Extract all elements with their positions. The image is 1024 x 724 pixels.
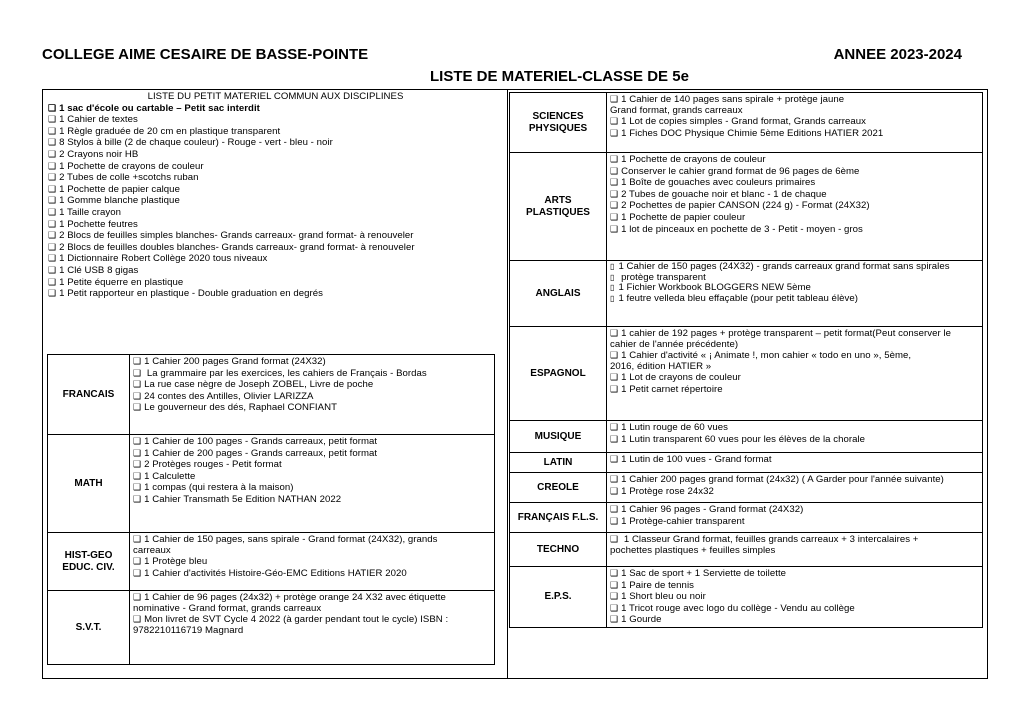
common-supply-item: ❑ 1 Cahier de textes — [48, 114, 503, 126]
subject-name-line: EDUC. CIV. — [62, 561, 115, 573]
subject-items — [607, 261, 983, 327]
subject-item: ❑ 1 Cahier 200 pages Grand format (24X32) — [133, 356, 491, 368]
subject-name-line: MUSIQUE — [534, 430, 582, 442]
subject-item: ❑ 1 lot de pinceaux en pochette de 3 - Petit - moyen - gros — [610, 224, 979, 236]
subject-item: ❑ Le gouverneur des dés, Raphael CONFIANT — [133, 402, 491, 414]
subject-name-line: E.P.S. — [544, 590, 572, 602]
subject-item: ❑ 1 Cahier 200 pages grand format (24x32) ( A Garder pour l'année suivante) — [610, 474, 979, 486]
subject-name-line: ARTS — [544, 194, 572, 206]
subject-name — [510, 567, 607, 628]
subject-item: ❑ 1 Lot de crayons de couleur — [610, 372, 979, 384]
subject-name-line: PLASTIQUES — [526, 206, 590, 218]
subject-item: 9782210116719 Magnard — [133, 624, 244, 636]
common-supply-item: ❑ 8 Stylos à bille (2 de chaque couleur) - Rouge - vert - bleu - noir — [48, 137, 503, 149]
subject-name — [510, 421, 607, 453]
subject-item: ❑ La rue case nègre de Joseph ZOBEL, Livre de poche — [133, 379, 491, 391]
subject-item: ❑ 1 Fiches DOC Physique Chimie 5ème Editions HATIER 2021 — [610, 128, 979, 140]
subject-row — [510, 261, 983, 327]
subject-name-line: HIST-GEO — [64, 549, 113, 561]
subject-items — [130, 355, 495, 435]
common-supply-item: ❑ 1 Taille crayon — [48, 207, 503, 219]
common-supply-item: ❑ 1 Pochette feutres — [48, 219, 503, 231]
subject-items — [607, 503, 983, 533]
subject-item: ❑ 1 Cahier 96 pages - Grand format (24X32) — [610, 504, 979, 516]
subject-name-line: CREOLE — [537, 481, 579, 493]
subject-item: ❑ 1 Cahier de 140 pages sans spirale + protège jaune — [610, 94, 979, 106]
subject-items — [607, 533, 983, 567]
subject-item: ❑ La grammaire par les exercices, les cahiers de Français - Bordas — [133, 368, 491, 380]
subject-item: ❑ 1 Paire de tennis — [610, 580, 979, 592]
subject-item: ❑ 1 Boîte de gouaches avec couleurs primaires — [610, 177, 979, 189]
common-supply-item: ❑ 1 Dictionnaire Robert Collège 2020 tous niveaux — [48, 253, 503, 265]
subject-name — [48, 533, 130, 591]
subject-item: ❑ 1 Short bleu ou noir — [610, 591, 979, 603]
subject-item: nominative - Grand format, grands carreaux — [133, 602, 322, 614]
subject-row — [510, 503, 983, 533]
subject-name-line: PHYSIQUES — [528, 122, 588, 134]
subject-item: ▯ protège transparent — [610, 273, 979, 284]
subject-item: cahier de l'année précédente) — [610, 338, 739, 350]
subject-item: ❑ 24 contes des Antilles, Olivier LARIZZA — [133, 391, 491, 403]
subject-item: ❑ 1 Cahier de 100 pages - Grands carreaux, petit format — [133, 436, 491, 448]
column-divider — [507, 89, 508, 679]
common-supply-item: ❑ 2 Blocs de feuilles doubles blanches- Grands carreaux- grand format- à renouveler — [48, 242, 503, 254]
subject-name — [48, 435, 130, 533]
subject-item: ❑ 1 Gourde — [610, 614, 979, 626]
subject-items — [607, 93, 983, 153]
subject-row — [510, 453, 983, 473]
subject-item: ❑ 1 Lutin transparent 60 vues pour les élèves de la chorale — [610, 434, 979, 446]
school-name: COLLEGE AIME CESAIRE DE BASSE-POINTE — [42, 46, 369, 63]
common-supplies — [48, 92, 503, 300]
subject-items — [607, 327, 983, 421]
subject-item: ❑ 2 Protèges rouges - Petit format — [133, 459, 491, 471]
subject-item: ❑ Mon livret de SVT Cycle 4 2022 (à garder pendant tout le cycle) ISBN : — [133, 614, 491, 626]
subject-name-line: ANGLAIS — [535, 287, 581, 299]
subject-item: ❑ 1 Classeur Grand format, feuilles grands carreaux + 3 intercalaires + — [610, 534, 979, 546]
subject-item: pochettes plastiques + feuilles simples — [610, 544, 776, 556]
common-supply-item: ❑ 2 Crayons noir HB — [48, 149, 503, 161]
subject-name-line: ESPAGNOL — [530, 367, 586, 379]
subject-item: ▯ 1 Cahier de 150 pages (24X32) - grands carreaux grand format sans spirales — [610, 262, 979, 273]
school-year: ANNEE 2023-2024 — [833, 46, 962, 63]
subject-row — [510, 533, 983, 567]
subject-item: 2016, édition HATIER » — [610, 360, 712, 372]
subject-item: ❑ 1 Cahier Transmath 5e Edition NATHAN 2022 — [133, 494, 491, 506]
subject-item: ❑ 1 compas (qui restera à la maison) — [133, 482, 491, 494]
subject-item: ❑ 1 Sac de sport + 1 Serviette de toilette — [610, 568, 979, 580]
subject-items — [607, 453, 983, 473]
common-supply-item: ❑ 1 Petit rapporteur en plastique - Double graduation en degrés — [48, 288, 503, 300]
subject-items — [607, 473, 983, 503]
subject-row — [48, 355, 495, 435]
subject-item: ❑ 1 Protège-cahier transparent — [610, 516, 979, 528]
subject-row — [48, 533, 495, 591]
subject-name — [510, 261, 607, 327]
subject-item: ▯ 1 Fichier Workbook BLOGGERS NEW 5ème — [610, 283, 979, 294]
left-subjects-table — [47, 354, 495, 665]
subject-row — [510, 473, 983, 503]
subject-item: ❑ 1 Lutin rouge de 60 vues — [610, 422, 979, 434]
common-supplies-title: LISTE DU PETIT MATERIEL COMMUN AUX DISCIPLINES — [147, 91, 404, 102]
subject-item: ❑ 1 Calculette — [133, 471, 491, 483]
subject-item: ❑ 1 Lot de copies simples - Grand format, Grands carreaux — [610, 116, 979, 128]
subject-item: ❑ 2 Pochettes de papier CANSON (224 g) - Format (24X32) — [610, 200, 979, 212]
subject-name-line: FRANCAIS — [62, 388, 115, 400]
subject-item: ❑ Conserver le cahier grand format de 96 pages de 6ème — [610, 166, 979, 178]
subject-item: ❑ 1 Pochette de papier couleur — [610, 212, 979, 224]
subject-item: ❑ 1 Cahier de 96 pages (24x32) + protège orange 24 X32 avec étiquette — [133, 592, 491, 604]
subject-name-line: SCIENCES — [532, 110, 584, 122]
subject-name — [48, 355, 130, 435]
common-supply-item: ❑ 1 Gomme blanche plastique — [48, 195, 503, 207]
common-supply-item: ❑ 2 Tubes de colle +scotchs ruban — [48, 172, 503, 184]
subject-items — [130, 591, 495, 665]
subject-name — [48, 591, 130, 665]
subject-item: ❑ 1 cahier de 192 pages + protège transparent – petit format(Peut conserver le — [610, 328, 979, 340]
subject-row — [48, 591, 495, 665]
subject-row — [510, 421, 983, 453]
subject-items — [130, 533, 495, 591]
subject-name-line: FRANÇAIS F.L.S. — [517, 511, 599, 523]
subject-item: ❑ 2 Tubes de gouache noir et blanc - 1 de chaque — [610, 189, 979, 201]
subject-item: ❑ 1 Tricot rouge avec logo du collège - Vendu au collège — [610, 603, 979, 615]
subject-name-line: MATH — [74, 477, 103, 489]
right-subjects-table — [509, 92, 983, 628]
subject-item: ❑ 1 Pochette de crayons de couleur — [610, 154, 979, 166]
subject-name — [510, 503, 607, 533]
subject-item: ❑ 1 Lutin de 100 vues - Grand format — [610, 454, 979, 466]
subject-item: ▯ 1 feutre velleda bleu effaçable (pour petit tableau élève) — [610, 294, 979, 305]
subject-name — [510, 153, 607, 261]
common-supply-item: ❑ 2 Blocs de feuilles simples blanches- Grands carreaux- grand format- à renouveler — [48, 230, 503, 242]
common-supply-item: ❑ 1 Petite équerre en plastique — [48, 277, 503, 289]
subject-item: ❑ 1 Petit carnet répertoire — [610, 384, 979, 396]
subject-name — [510, 473, 607, 503]
subject-items — [607, 421, 983, 453]
subject-name — [510, 327, 607, 421]
subject-row — [510, 567, 983, 628]
subject-item: ❑ 1 Cahier de 150 pages, sans spirale - Grand format (24X32), grands — [133, 534, 491, 546]
subject-name-line: S.V.T. — [75, 621, 102, 633]
subject-item: ❑ 1 Protège bleu — [133, 556, 491, 568]
subject-items — [607, 153, 983, 261]
subject-name — [510, 453, 607, 473]
common-supply-item: ❑ 1 Règle graduée de 20 cm en plastique transparent — [48, 126, 503, 138]
common-supply-item: ❑ 1 sac d'école ou cartable – Petit sac interdit — [48, 103, 503, 115]
subject-row — [510, 327, 983, 421]
subject-row — [48, 435, 495, 533]
subject-name-line: LATIN — [543, 456, 573, 468]
subject-name — [510, 533, 607, 567]
subject-item: ❑ 1 Cahier de 200 pages - Grands carreaux, petit format — [133, 448, 491, 460]
subject-item: Grand format, grands carreaux — [610, 104, 743, 116]
subject-item: ❑ 1 Cahier d'activité « ¡ Animate !, mon cahier « todo en uno », 5ème, — [610, 350, 979, 362]
common-supply-item: ❑ 1 Clé USB 8 gigas — [48, 265, 503, 277]
subject-item: ❑ 1 Protège rose 24x32 — [610, 486, 979, 498]
subject-name — [510, 93, 607, 153]
subject-row — [510, 93, 983, 153]
subject-item: carreaux — [133, 544, 171, 556]
subject-items — [130, 435, 495, 533]
document-title: LISTE DE MATERIEL-CLASSE DE 5e — [430, 68, 689, 85]
subject-name-line: TECHNO — [536, 543, 580, 555]
subject-row — [510, 153, 983, 261]
common-supplies-list — [48, 103, 503, 300]
subject-item: ❑ 1 Cahier d'activités Histoire-Géo-EMC Editions HATIER 2020 — [133, 568, 491, 580]
common-supply-item: ❑ 1 Pochette de crayons de couleur — [48, 161, 503, 173]
subject-items — [607, 567, 983, 628]
common-supply-item: ❑ 1 Pochette de papier calque — [48, 184, 503, 196]
